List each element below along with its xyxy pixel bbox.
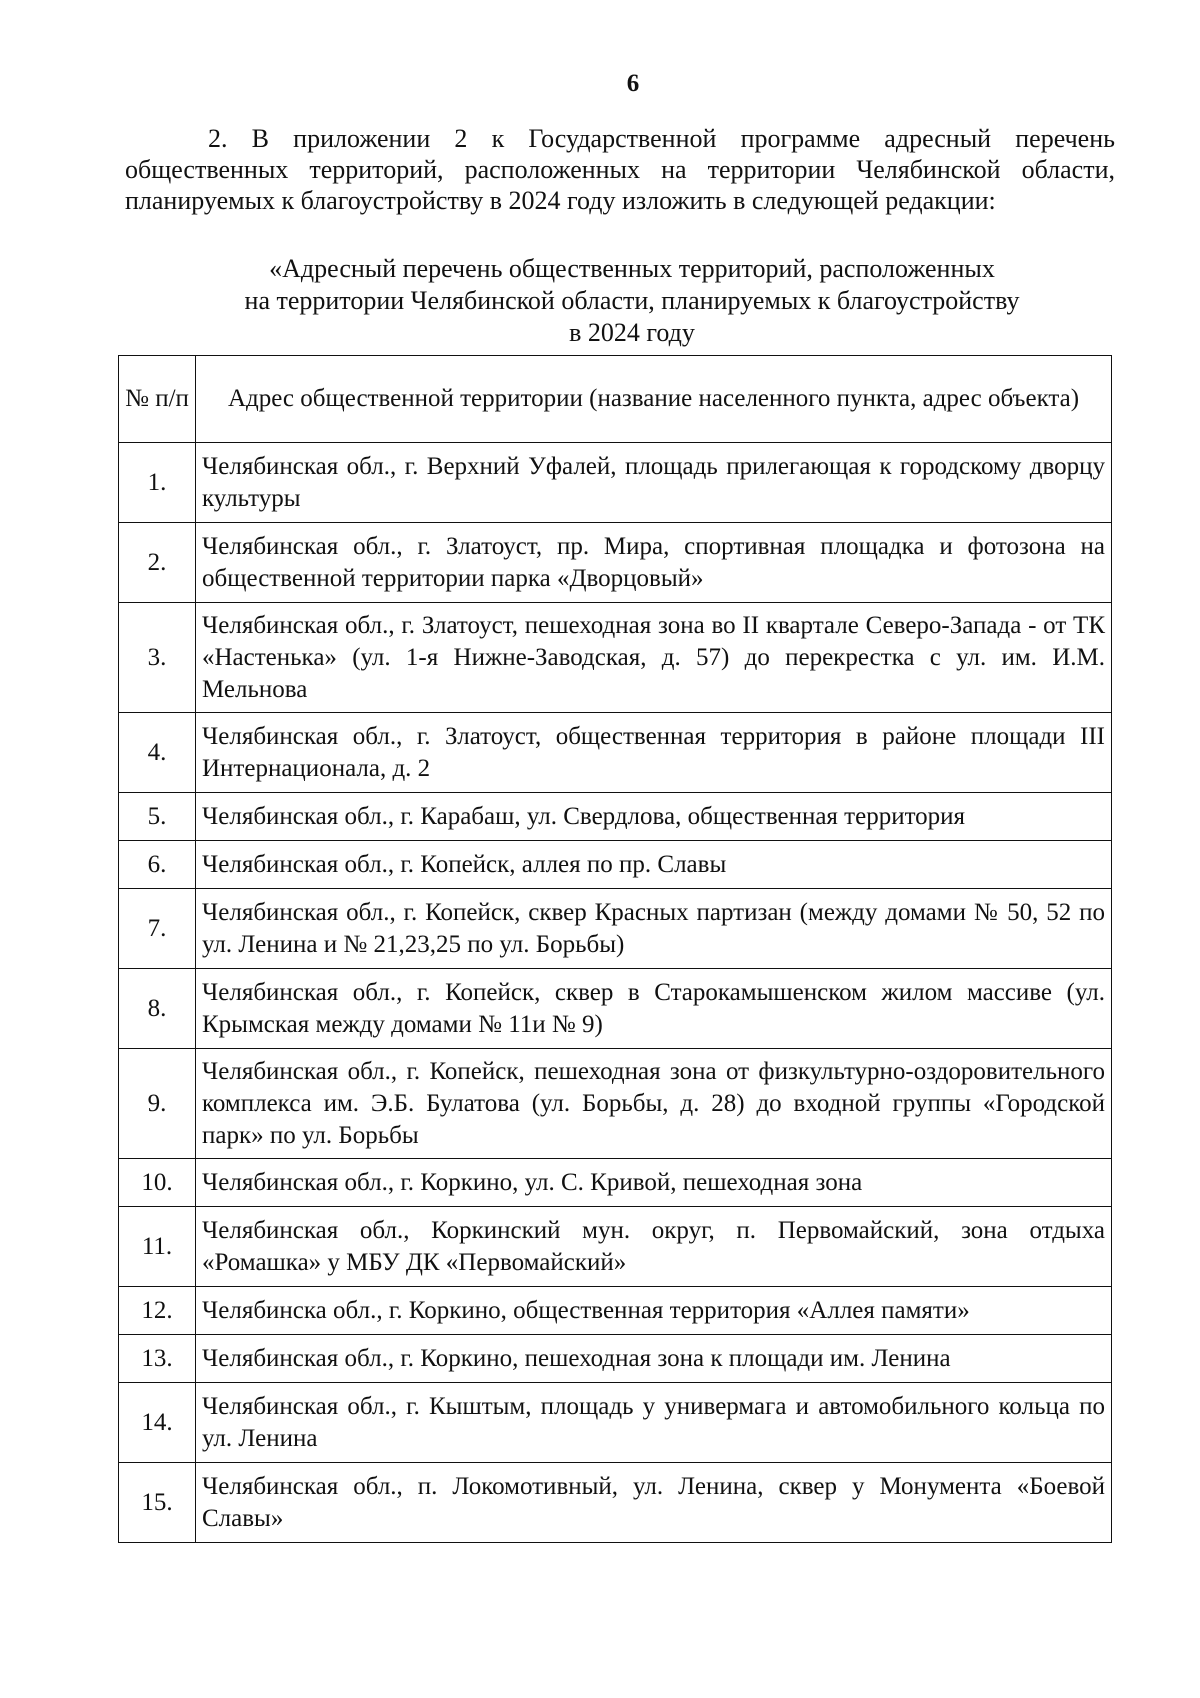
row-address: Челябинская обл., г. Кыштым, площадь у универмага и автомобильного кольца по ул. Ленина	[196, 1383, 1112, 1463]
row-number: 11.	[119, 1207, 196, 1287]
header-number: № п/п	[119, 356, 196, 443]
intro-paragraph: 2. В приложении 2 к Государственной программе адресный перечень общественных территорий, расположенных на территории Челябинской области, планируемых к благоустройству в 2024 году изложить в следующей редакции:	[125, 124, 1115, 215]
table-row	[119, 443, 1112, 523]
address-table	[118, 355, 1112, 1543]
row-address: Челябинская обл., г. Копейск, сквер в Старокамышенском жилом массиве (ул. Крымская между домами № 11и № 9)	[196, 969, 1112, 1049]
list-title-line-2: на территории Челябинской области, планируемых к благоустройству	[244, 286, 1020, 315]
row-address: Челябинская обл., п. Локомотивный, ул. Ленина, сквер у Монумента «Боевой Славы»	[196, 1463, 1112, 1543]
table-row	[119, 1335, 1112, 1383]
row-number: 5.	[119, 793, 196, 841]
table-row	[119, 841, 1112, 889]
table-row	[119, 713, 1112, 793]
header-address: Адрес общественной территории (название населенного пункта, адрес объекта)	[196, 356, 1112, 443]
table-body	[119, 443, 1112, 1543]
table-row	[119, 1383, 1112, 1463]
intro-paragraph-block	[125, 123, 1115, 216]
row-number: 1.	[119, 443, 196, 523]
list-title-line-3: в 2024 году	[569, 318, 695, 347]
table-row	[119, 603, 1112, 713]
table-row	[119, 969, 1112, 1049]
table-row	[119, 523, 1112, 603]
list-title-line-1: «Адресный перечень общественных территорий, расположенных	[269, 254, 995, 283]
row-address: Челябинская обл., г. Коркино, ул. С. Кривой, пешеходная зона	[196, 1159, 1112, 1207]
row-number: 12.	[119, 1287, 196, 1335]
row-number: 9.	[119, 1049, 196, 1159]
row-number: 7.	[119, 889, 196, 969]
page-number: 6	[626, 70, 640, 97]
table-row	[119, 1463, 1112, 1543]
table-row	[119, 793, 1112, 841]
table-header	[119, 356, 1112, 443]
row-number: 6.	[119, 841, 196, 889]
table-row	[119, 1207, 1112, 1287]
table-row	[119, 1287, 1112, 1335]
row-number: 2.	[119, 523, 196, 603]
row-address: Челябинская обл., Коркинский мун. округ, п. Первомайский, зона отдыха «Ромашка» у МБУ ДК «Первомайский»	[196, 1207, 1112, 1287]
row-address: Челябинская обл., г. Копейск, сквер Красных партизан (между домами № 50, 52 по ул. Ленина и № 21,23,25 по ул. Борьбы)	[196, 889, 1112, 969]
list-title	[150, 253, 1114, 349]
row-address: Челябинская обл., г. Карабаш, ул. Свердлова, общественная территория	[196, 793, 1112, 841]
table-row	[119, 1049, 1112, 1159]
row-address: Челябинская обл., г. Копейск, пешеходная зона от физкультурно-оздоровительного комплекса им. Э.Б. Булатова (ул. Борьбы, д. 28) до входной группы «Городской парк» по ул. Борьбы	[196, 1049, 1112, 1159]
row-number: 3.	[119, 603, 196, 713]
row-address: Челябинская обл., г. Златоуст, общественная территория в районе площади III Интернационала, д. 2	[196, 713, 1112, 793]
row-address: Челябинская обл., г. Верхний Уфалей, площадь прилегающая к городскому дворцу культуры	[196, 443, 1112, 523]
row-address: Челябинская обл., г. Златоуст, пр. Мира, спортивная площадка и фотозона на общественной территории парка «Дворцовый»	[196, 523, 1112, 603]
row-number: 13.	[119, 1335, 196, 1383]
row-address: Челябинска обл., г. Коркино, общественная территория «Аллея памяти»	[196, 1287, 1112, 1335]
row-number: 15.	[119, 1463, 196, 1543]
row-address: Челябинская обл., г. Копейск, аллея по пр. Славы	[196, 841, 1112, 889]
table-header-row	[119, 356, 1112, 443]
row-address: Челябинская обл., г. Златоуст, пешеходная зона во II квартале Северо-Запада - от ТК «Настенька» (ул. 1-я Нижне-Заводская, д. 57) до перекрестка с ул. им. И.М. Мельнова	[196, 603, 1112, 713]
row-address: Челябинская обл., г. Коркино, пешеходная зона к площади им. Ленина	[196, 1335, 1112, 1383]
row-number: 4.	[119, 713, 196, 793]
row-number: 8.	[119, 969, 196, 1049]
table-row	[119, 889, 1112, 969]
table-row	[119, 1159, 1112, 1207]
row-number: 10.	[119, 1159, 196, 1207]
row-number: 14.	[119, 1383, 196, 1463]
